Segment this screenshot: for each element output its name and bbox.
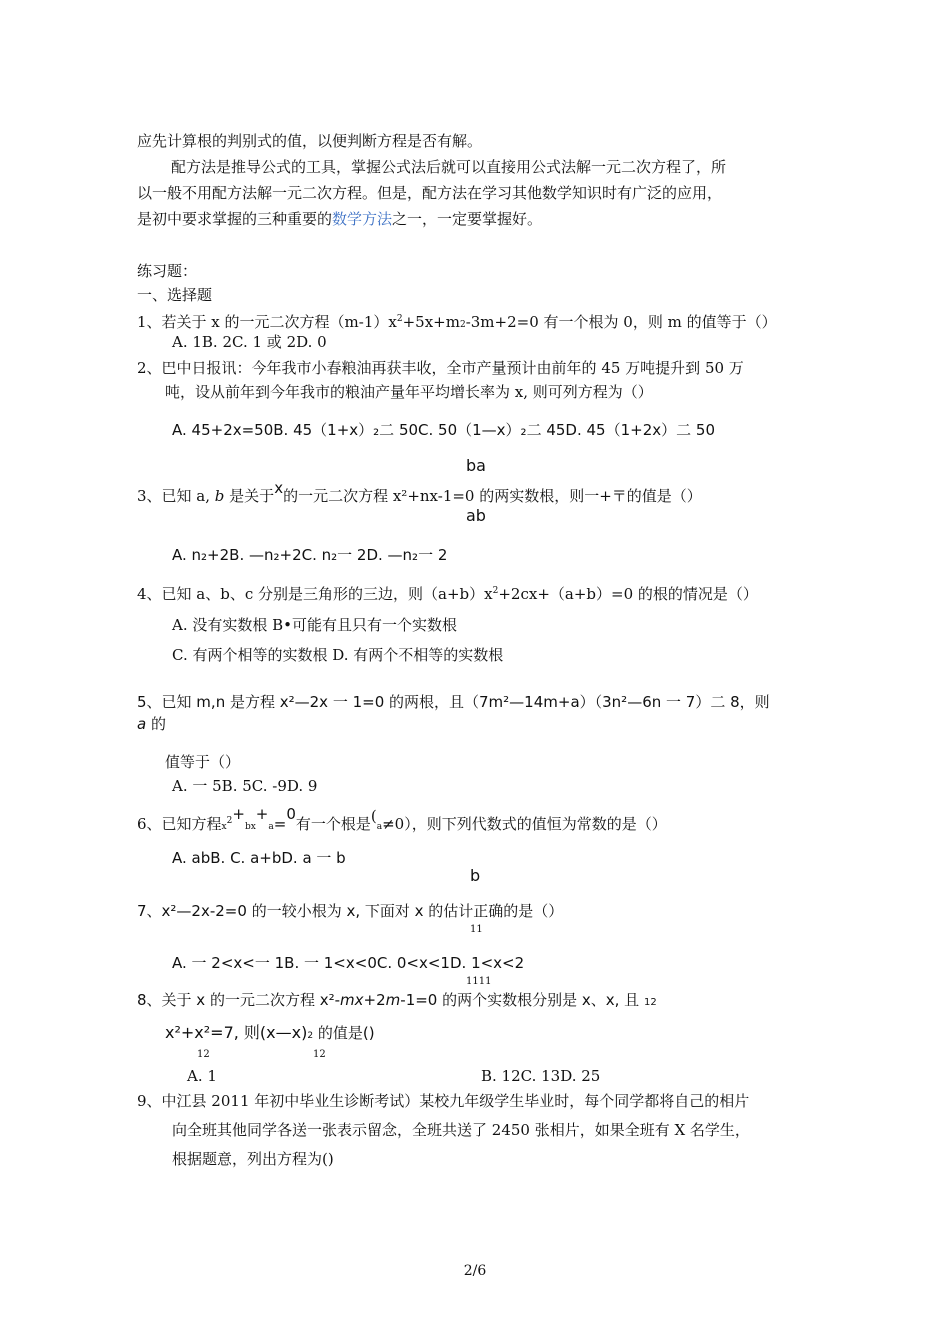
q1-text-b: +5x+m: [402, 313, 460, 331]
question-6-fraction-b: b: [470, 866, 481, 885]
q8-sub-12: 12: [643, 997, 657, 1008]
practice-heading: 练习题：: [137, 262, 198, 280]
q8-text-b: +2: [363, 991, 386, 1009]
question-5-line-1b: [137, 714, 166, 734]
q6-eq-x: x: [221, 822, 227, 832]
question-8: [137, 990, 657, 1013]
q3-text-c: 的一元二次方程 x²+nx-1=0 的两实数根，则一+〒的值是（）: [283, 487, 702, 505]
q8-text-c: -1=0 的两个实数根分别是 x、x, 且: [400, 991, 644, 1009]
question-5-options: A. 一 5B. 5C. -9D. 9: [172, 777, 318, 795]
q6-eq-plus-2: +: [255, 805, 269, 823]
q6-eq-zero: 0: [286, 805, 296, 823]
question-3: [137, 479, 702, 506]
q4-text-a: 4、已知 a、b、c 分别是三角形的三边，则（a+b）x: [137, 585, 493, 603]
q6-eq-a: a: [268, 822, 274, 832]
question-1-options: A. 1B. 2C. 1 或 2D. 0: [172, 333, 327, 351]
page-number: 2/6: [463, 1263, 487, 1279]
question-8-line-2: [165, 1023, 375, 1046]
question-3-fraction-top: ba: [466, 456, 486, 475]
q6-text-b: 有一个根是: [295, 815, 371, 833]
q3-var-b: b: [214, 487, 225, 505]
q6-eq-equals: =: [273, 815, 287, 833]
question-4-options-cd: C. 有两个相等的实数根 D. 有两个不相等的实数根: [172, 646, 504, 664]
q6-eq-bx: bx: [244, 822, 256, 832]
q8-line-2-text: x²+x²=7, 则(x—x): [165, 1023, 308, 1042]
q6-text-a: 6、已知方程: [137, 815, 222, 833]
q6-paren-a: a: [376, 822, 383, 832]
q8-line-2-end: 的值是(): [313, 1024, 375, 1042]
intro-line-1: 应先计算根的判别式的值，以便判断方程是否有解。: [137, 132, 483, 150]
q8-var-mx: mx: [340, 991, 364, 1009]
question-2-options: A. 45+2x=50B. 45（1+x）₂二 50C. 50（1—x）₂二 45D. 45（1+2x）二 50: [172, 421, 715, 439]
q8-var-m: m: [385, 991, 401, 1009]
q8-text-a: 8、关于 x 的一元二次方程 x²-: [137, 991, 341, 1009]
question-9-line-1: 9、中江县 2011 年初中毕业生诊断考试）某校九年级学生毕业时，每个同学都将自己的相片: [137, 1092, 750, 1110]
math-methods-link[interactable]: 数学方法: [332, 210, 393, 228]
q6-text-c: ≠0），则下列代数式的值恒为常数的是（）: [382, 815, 667, 833]
q3-text-b: 是关于: [224, 487, 275, 505]
question-9-line-2: 向全班其他同学各送一张表示留念，全班共送了 2450 张相片，如果全班有 X 名学生，: [172, 1121, 750, 1139]
q5-text-de: 的: [146, 715, 166, 733]
intro-line-2: 配方法是推导公式的工具，掌握公式法后就可以直接用公式法解一元二次方程了，所: [171, 158, 727, 176]
question-7-options: A. 一 2<x<一 1B. 一 1<x<0C. 0<x<1D. 1<x<2: [172, 954, 525, 972]
question-4-options-ab: A. 没有实数根 B•可能有且只有一个实数根: [172, 616, 458, 634]
question-6-options: A. abB. C. a+bD. a 一 b: [172, 849, 346, 867]
intro-line-4: [137, 209, 542, 229]
q4-text-b: +2cx+（a+b）=0 的根的情况是（）: [498, 585, 758, 603]
question-7-subscript: 11: [470, 924, 483, 935]
question-3-options: A. n₂+2B. —n₂+2C. n₂一 2D. —n₂一 2: [172, 546, 448, 564]
question-3-fraction-bottom: ab: [466, 506, 486, 525]
question-6: [137, 805, 667, 837]
q5-var-a: a: [137, 715, 147, 733]
q6-eq-plus-1: +: [232, 805, 245, 823]
q3-text-a: 3、已知 a,: [137, 487, 215, 505]
q6-eq-2: 2: [226, 816, 233, 826]
question-8-option-a: A. 1: [187, 1067, 217, 1085]
q1-text-c: -3m+2=0 有一个根为 0，则 m 的值等于（）: [465, 313, 777, 331]
question-7: 7、x²—2x-2=0 的一较小根为 x, 下面对 x 的估计正确的是（）: [137, 902, 564, 920]
q8-line-2-sub: 2: [307, 1031, 314, 1041]
question-8-sub-12-b: 12: [197, 1049, 210, 1060]
question-9-line-3: 根据题意，列出方程为(): [172, 1150, 334, 1168]
question-4: [137, 581, 758, 604]
question-2-line-2: 吨，设从前年到今年我市的粮油产量年平均增长率为 x, 则可列方程为（）: [165, 383, 653, 401]
q3-var-x: x: [274, 479, 284, 497]
intro-line-3: 以一般不用配方法解一元二次方程。但是，配方法在学习其他数学知识时有广泛的应用，: [137, 184, 723, 202]
question-7-options-subscript: 1111: [466, 976, 492, 987]
question-5-line-1: 5、已知 m,n 是方程 x²—2x 一 1=0 的两根，且（7m²—14m+a）（3n²—6n 一 7）二 8，则: [137, 693, 770, 711]
q1-text-a: 1、若关于 x 的一元二次方程（m-1）x: [137, 313, 397, 331]
choice-heading: 一、选择题: [137, 286, 213, 304]
intro-line-4-text-a: 是初中要求掌握的三种重要的: [137, 210, 333, 228]
intro-line-4-text-b: 之一，一定要掌握好。: [392, 210, 543, 228]
q1-sub: 2: [459, 320, 466, 330]
q6-paren: (: [370, 807, 377, 825]
question-8-options-bcd: B. 12C. 13D. 25: [481, 1067, 601, 1085]
question-5-line-2: 值等于（）: [165, 753, 241, 771]
question-2-line-1: 2、巴中日报讯：今年我市小春粮油再获丰收，全市产量预计由前年的 45 万吨提升到 50 万: [137, 359, 744, 377]
question-8-sub-12-c: 12: [313, 1049, 326, 1060]
q4-sup: 2: [492, 586, 499, 596]
q1-sup: 2: [396, 314, 403, 324]
